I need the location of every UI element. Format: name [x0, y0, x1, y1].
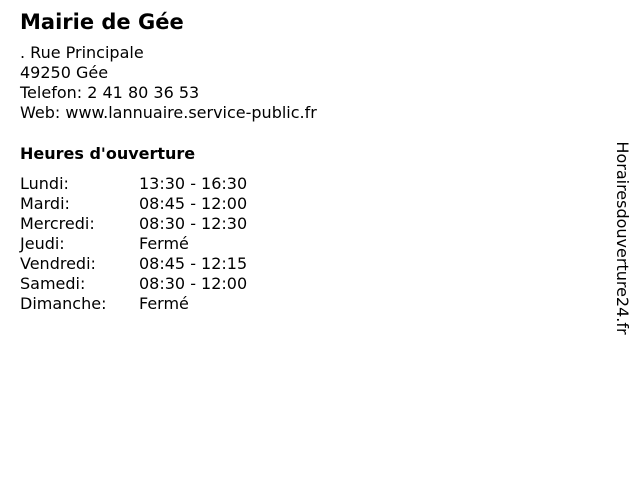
site-watermark: Horairesdouverture24.fr	[613, 141, 632, 335]
hours-time: 08:45 - 12:15	[139, 254, 248, 273]
hours-time: 13:30 - 16:30	[139, 174, 248, 193]
hours-day: Vendredi:	[20, 254, 96, 273]
street-address: . Rue Principale	[20, 43, 144, 62]
hours-day: Dimanche:	[20, 294, 107, 313]
hours-day: Samedi:	[20, 274, 86, 293]
hours-time: Fermé	[139, 294, 189, 313]
hours-time: Fermé	[139, 234, 189, 253]
hours-day: Mardi:	[20, 194, 70, 213]
hours-day: Lundi:	[20, 174, 69, 193]
hours-day: Mercredi:	[20, 214, 95, 233]
hours-time: 08:45 - 12:00	[139, 194, 248, 213]
phone-number: Telefon: 2 41 80 36 53	[20, 83, 200, 102]
opening-hours-heading: Heures d'ouverture	[20, 144, 196, 163]
postal-city: 49250 Gée	[20, 63, 109, 82]
hours-time: 08:30 - 12:30	[139, 214, 248, 233]
address-block	[20, 43, 317, 123]
page-title: Mairie de Gée	[20, 10, 184, 34]
website-line: Web: www.lannuaire.service-public.fr	[20, 103, 317, 122]
hours-day: Jeudi:	[20, 234, 65, 253]
hours-time: 08:30 - 12:00	[139, 274, 248, 293]
